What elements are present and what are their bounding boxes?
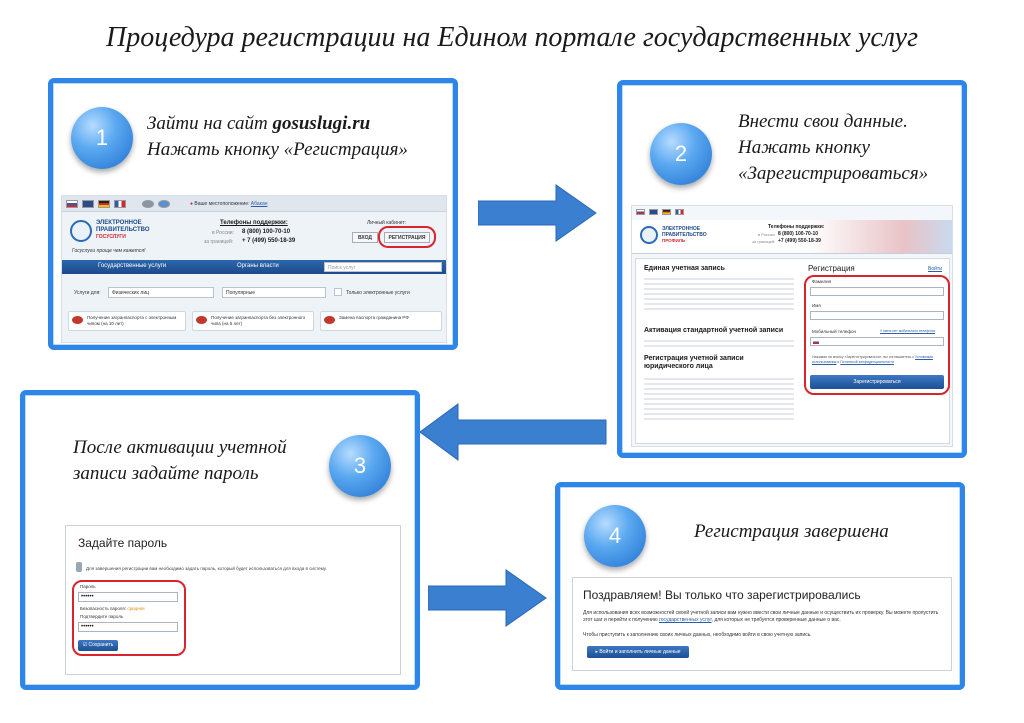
page-title: Процедура регистрации на Едином портале государственных услуг <box>106 22 918 53</box>
terms-link[interactable]: Условиями использования <box>812 355 933 364</box>
step1-caption-line2: Нажать кнопку «Регистрация» <box>147 139 408 160</box>
cabinet-label: Личный кабинет: <box>367 220 407 226</box>
gov-emblem-icon <box>70 220 92 242</box>
step4-screenshot <box>572 577 952 671</box>
passport-icon <box>196 316 207 324</box>
step1-circle: 1 <box>71 107 133 169</box>
main-nav <box>62 260 446 274</box>
form-heading: Регистрация <box>808 264 855 273</box>
step2-caption-line2: Нажать кнопку <box>738 137 870 158</box>
surname-label: Фамилия <box>812 279 832 284</box>
step4-panel <box>555 482 965 690</box>
name-label: Имя <box>812 303 821 308</box>
password-highlight-ring <box>72 580 186 656</box>
step2-caption-line3: «Зарегистрироваться» <box>738 163 929 184</box>
accessibility-icon[interactable] <box>142 200 154 208</box>
set-password-info: Для завершения регистрации вам необходимо задать пароль, который будет использоваться для входа в систему. <box>86 566 327 571</box>
heading-legal-entity: Регистрация учетной записи юридического лица <box>644 355 744 370</box>
password-strength-value: средняя <box>127 606 145 611</box>
step3-caption-line1: После активации учетной <box>73 437 287 458</box>
login-link-text: Войти <box>928 266 942 272</box>
step3-caption-line2: записи задайте пароль <box>73 463 259 484</box>
logo-line2: ПРАВИТЕЛЬСТВО <box>662 232 707 238</box>
save-icon: ☑ <box>82 642 88 648</box>
step2-caption-line1: Внести свои данные. <box>738 111 908 132</box>
help-icon[interactable] <box>158 200 170 208</box>
filter-label: Услуги для: <box>74 290 101 296</box>
registration-body <box>635 258 950 444</box>
consent-text: Нажимая на кнопку «Зарегистрироваться», вы соглашаетесь с Условиями использования и Политикой конфиденциальности <box>812 355 933 364</box>
step3-screenshot <box>65 525 401 675</box>
step2-panel <box>617 80 967 458</box>
electronic-only-label: Только электронные услуги <box>346 290 410 296</box>
flag-fr-icon[interactable] <box>675 209 684 215</box>
register-highlight-ring <box>378 226 436 248</box>
form-highlight-ring <box>804 275 950 395</box>
tagline: Госуслуги проще чем кажется! <box>72 248 146 254</box>
step3-caption <box>73 435 287 487</box>
location-pin-icon: ● <box>190 201 194 207</box>
location-label-text: Ваше местоположение: <box>194 201 250 207</box>
step1-caption-site: gosuslugi.ru <box>272 113 371 134</box>
congrats-para1-start: Для использования всех возможностей своей учетной записи вам нужно ввести свои личные данные и осуществить их проверку. Вы можете пропустить этот шаг и перейти к получению <box>583 610 939 623</box>
logo-line1: ЭЛЕКТРОННОЕ <box>96 220 142 226</box>
login-fill-data-button[interactable] <box>587 646 689 658</box>
consent-text-main: Нажимая на кнопку «Зарегистрироваться», вы соглашаетесь с <box>812 355 915 359</box>
step1-panel <box>48 78 458 350</box>
nav-authorities[interactable]: Органы власти <box>237 263 279 269</box>
support-abroad-phone: +7 (499) 550-18-39 <box>778 238 821 244</box>
support-ru-label: в России: <box>212 230 234 236</box>
step1-caption <box>147 111 408 163</box>
info-icon <box>76 562 82 572</box>
login-button[interactable]: ВХОД <box>352 232 378 243</box>
password-strength-label: Безопасность пароля: <box>80 606 127 611</box>
logo-line1: ЭЛЕКТРОННОЕ <box>662 226 701 232</box>
arrow-right-icon <box>428 568 548 628</box>
flag-de-icon[interactable] <box>662 209 671 215</box>
step4-caption: Регистрация завершена <box>694 521 889 542</box>
profile-header <box>632 220 952 254</box>
service-card-1[interactable] <box>68 311 186 331</box>
passport-icon <box>324 316 335 324</box>
nav-services[interactable]: Государственные услуги <box>98 263 167 269</box>
service-card-2[interactable] <box>192 311 314 331</box>
no-phone-link-text: У меня нет мобильного телефона <box>880 329 935 333</box>
save-password-label: Сохранить <box>88 642 114 648</box>
lang-bar <box>62 196 446 212</box>
step2-circle: 2 <box>650 123 712 185</box>
confirm-password-label: Подтвердите пароль <box>80 614 124 619</box>
register-submit-button[interactable]: Зарегистрироваться <box>810 375 944 389</box>
password-label: Пароль <box>80 584 96 589</box>
step3-panel <box>20 390 420 690</box>
flag-ru-icon[interactable] <box>636 209 645 215</box>
flag-fr-icon[interactable] <box>114 200 126 208</box>
heading-activation: Активация стандартной учетной записи <box>644 327 784 334</box>
support-ru-phone: 8 (800) 100-70-10 <box>242 229 291 235</box>
step4-circle: 4 <box>584 505 646 567</box>
congrats-para2: Чтобы приступить к заполнению своих личных данных, необходимо войти в свою учетную запись. <box>583 632 812 638</box>
popular-select[interactable]: Популярные <box>222 287 326 298</box>
filter-select[interactable]: Физических лиц <box>108 287 214 298</box>
service-card-2-label: Получение загранпаспорта без электронного чипа (на 5 лет) <box>211 315 306 326</box>
arrow-left-icon <box>418 402 608 462</box>
location-label <box>190 201 268 207</box>
register-button[interactable]: РЕГИСТРАЦИЯ <box>384 232 430 243</box>
support-ru-label: в России: <box>758 232 776 237</box>
search-input[interactable]: Поиск услуг <box>324 262 442 272</box>
service-card-1-label: Получение загранпаспорта с электронным чипом (на 10 лет) <box>87 315 177 326</box>
confirm-password-input[interactable]: •••••• <box>78 622 178 632</box>
service-card-3[interactable] <box>320 311 442 331</box>
activation-text <box>644 337 794 349</box>
support-title: Телефоны поддержки: <box>768 224 825 230</box>
arrow-right-icon: ▸ <box>595 649 598 655</box>
set-password-title: Задайте пароль <box>78 536 168 550</box>
step1-caption-prefix: Зайти на сайт <box>147 113 273 134</box>
logo-line3: ГОСУСЛУГИ <box>96 234 126 240</box>
password-input[interactable]: •••••• <box>78 592 178 602</box>
step2-caption <box>738 109 928 187</box>
gov-services-link[interactable]: государственных услуг <box>658 617 712 623</box>
passport-icon <box>72 316 83 324</box>
congrats-para1 <box>583 610 943 624</box>
flag-en-icon[interactable] <box>649 209 658 215</box>
support-title: Телефоны поддержки: <box>220 220 288 226</box>
electronic-only-checkbox[interactable] <box>334 288 342 296</box>
login-link[interactable] <box>928 266 942 272</box>
congrats-title: Поздравляем! Вы только что зарегистрировались <box>583 588 861 602</box>
service-card-3-label: Замена паспорта гражданина РФ <box>339 315 409 320</box>
arrow-right-icon <box>478 183 598 243</box>
support-ru-phone: 8 (800) 100-70-10 <box>778 231 819 237</box>
privacy-link[interactable]: Политикой конфиденциальности <box>840 360 894 364</box>
step3-circle: 3 <box>329 435 391 497</box>
flag-en-icon[interactable] <box>82 200 94 208</box>
login-fill-data-label: Войти и заполнить личные данные <box>599 649 681 655</box>
flag-de-icon[interactable] <box>98 200 110 208</box>
step1-screenshot <box>61 195 447 343</box>
flag-ru-icon[interactable] <box>66 200 78 208</box>
phone-label: Мобильный телефон <box>812 329 857 334</box>
single-account-text <box>644 275 794 311</box>
legal-entity-text <box>644 375 794 421</box>
congrats-para1-end: , для которых не требуется проверенные данные о вас. <box>711 617 841 623</box>
support-abroad-phone: + 7 (499) 550-18-39 <box>242 238 296 244</box>
location-value[interactable]: Абакан <box>250 201 268 207</box>
heading-single-account: Единая учетная запись <box>644 265 725 272</box>
step2-screenshot <box>631 205 953 447</box>
logo-line3: ПРОФИЛЬ <box>662 238 686 243</box>
support-abroad-label: за границей: <box>752 239 776 244</box>
support-abroad-label: за границей: <box>204 239 234 245</box>
gov-emblem-icon <box>640 226 658 244</box>
logo-line2: ПРАВИТЕЛЬСТВО <box>96 227 150 233</box>
